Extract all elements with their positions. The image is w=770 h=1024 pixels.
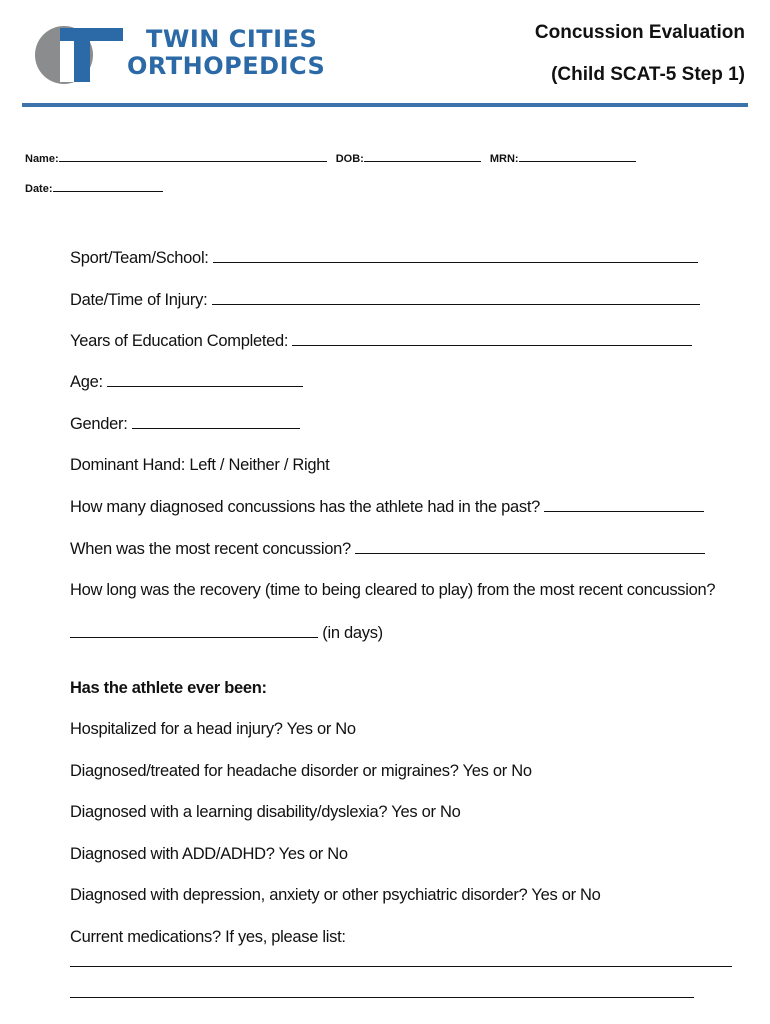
education-label: Years of Education Completed: [70,332,289,350]
education-question [70,331,692,351]
injury-date-label: Date/Time of Injury: [70,291,208,309]
dob-field[interactable] [364,151,481,162]
gender-label: Gender: [70,415,128,433]
medications-line-2[interactable] [70,997,694,998]
in-days-label: (in days) [322,624,383,642]
num-concussions-field[interactable] [544,497,704,512]
gender-field[interactable] [132,414,300,429]
recent-concussion-label: When was the most recent concussion? [70,540,351,558]
injury-date-question [70,290,700,310]
sport-question [70,248,698,268]
age-label: Age: [70,373,103,391]
name-label: Name: [25,153,59,165]
page-title: Concussion Evaluation [534,22,745,43]
header-divider [22,103,748,107]
logo-line2: ORTHOPEDICS [127,52,326,80]
history-item[interactable]: Diagnosed with depression, anxiety or other psychiatric disorder? Yes or No [70,886,601,904]
gender-question [70,414,300,434]
patient-info-row [25,151,636,165]
num-concussions-label: How many diagnosed concussions has the athlete had in the past? [70,498,541,516]
dob-label: DOB: [335,153,364,165]
history-item[interactable]: Diagnosed/treated for headache disorder or migraines? Yes or No [70,762,532,780]
recent-concussion-question [70,539,705,559]
page-subtitle: (Child SCAT-5 Step 1) [551,64,745,85]
name-field[interactable] [59,151,327,162]
recovery-question: How long was the recovery (time to being cleared to play) from the most recent concussion? [70,581,716,599]
clinic-logo [30,25,326,84]
date-label: Date: [25,183,53,195]
sport-field[interactable] [213,248,698,263]
recent-concussion-field[interactable] [355,539,705,554]
injury-date-field[interactable] [212,290,700,305]
sport-label: Sport/Team/School: [70,249,209,267]
num-concussions-question [70,497,704,517]
recovery-days-field[interactable] [70,623,318,638]
history-item[interactable]: Diagnosed with a learning disability/dyslexia? Yes or No [70,803,461,821]
logo-mark-icon [30,26,125,84]
mrn-label: MRN: [489,153,519,165]
history-heading: Has the athlete ever been: [70,679,267,697]
history-item[interactable]: Diagnosed with ADD/ADHD? Yes or No [70,845,348,863]
medications-line-1[interactable] [70,966,732,967]
education-field[interactable] [292,331,692,346]
history-item[interactable]: Hospitalized for a head injury? Yes or No [70,720,356,738]
dominant-hand-question[interactable]: Dominant Hand: Left / Neither / Right [70,456,330,474]
date-field[interactable] [53,181,163,192]
logo-line1: TWIN CITIES [146,25,318,53]
date-row [25,181,163,195]
mrn-field[interactable] [519,151,636,162]
age-question [70,372,303,392]
age-field[interactable] [107,372,303,387]
medications-question: Current medications? If yes, please list: [70,928,346,946]
recovery-answer [70,623,383,643]
